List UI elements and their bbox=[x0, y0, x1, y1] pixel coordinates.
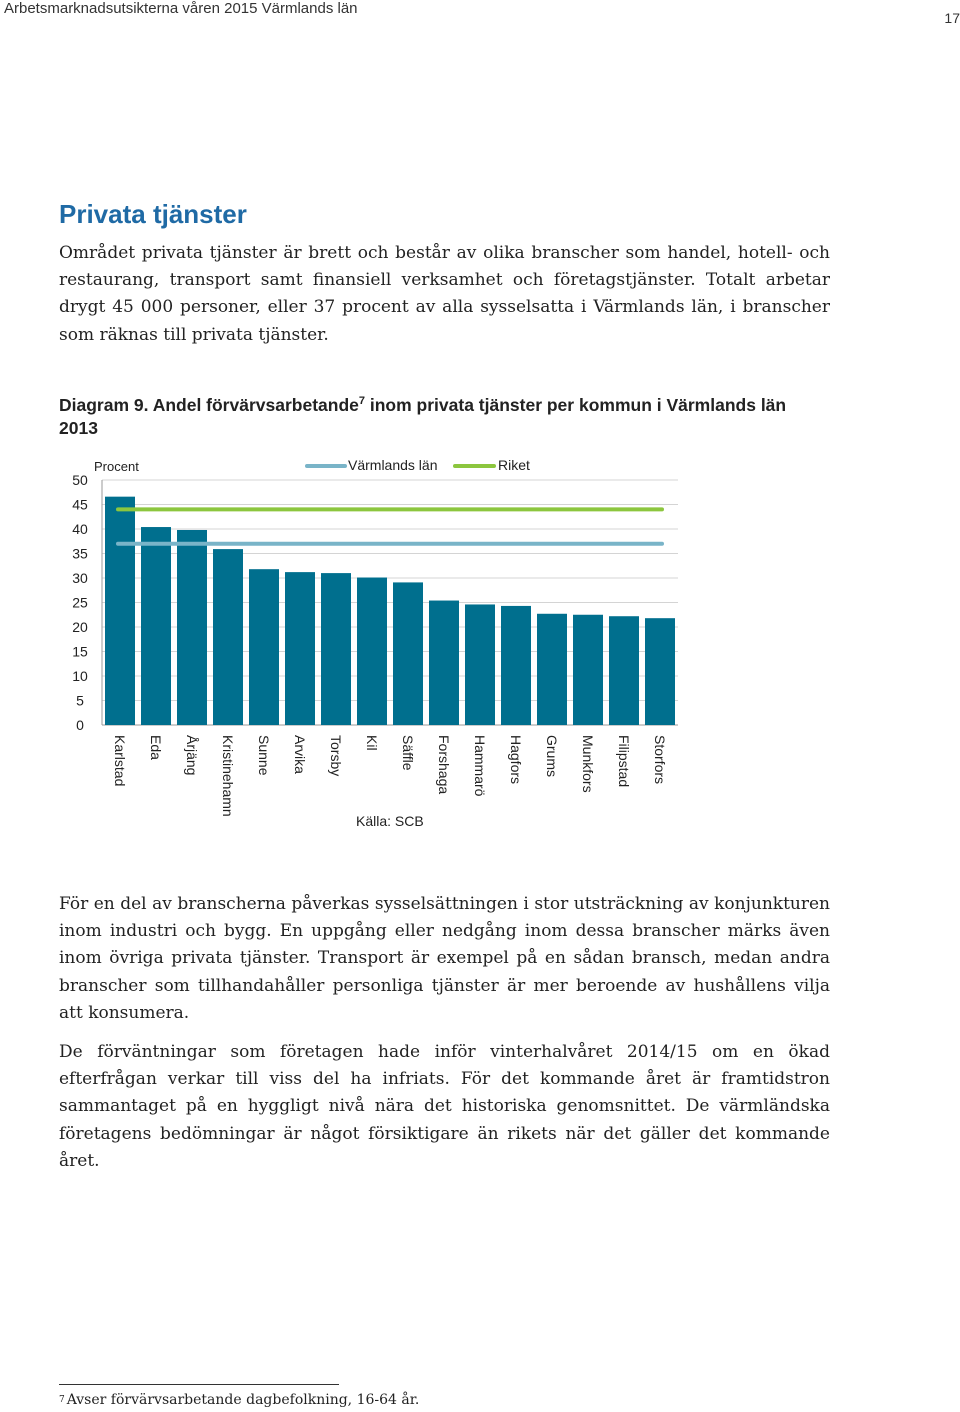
footnote bbox=[59, 1392, 419, 1408]
x-tick-label: Eda bbox=[148, 735, 164, 760]
page-number: 17 bbox=[944, 10, 960, 26]
y-tick-label: 0 bbox=[76, 717, 84, 733]
bar-hagfors bbox=[501, 606, 531, 725]
y-tick-label: 15 bbox=[72, 643, 88, 660]
legend-label-riket: Riket bbox=[498, 457, 530, 473]
x-tick-label: Kil bbox=[364, 735, 380, 751]
x-tick-label: Sunne bbox=[256, 735, 272, 776]
bar-säffle bbox=[393, 582, 423, 725]
bar-chart bbox=[0, 440, 720, 840]
body-paragraph-2: De förväntningar som företagen hade inför vinterhalvåret 2014/15 om en ökad efterfrågan verkar till viss del ha infriats. För det kommande året är framtidstron sammantaget på en hyggligt nivå nära det historiska genomsnittet. De värmländska företagens bedömningar är något försiktigare än rikets när det gäller det kommande året. bbox=[59, 1042, 830, 1171]
running-header: Arbetsmarknadsutsikterna våren 2015 Värmlands län bbox=[4, 0, 358, 17]
caption-prefix: Diagram 9. Andel förvärvsarbetande bbox=[59, 395, 359, 415]
x-tick-label: Arvika bbox=[292, 735, 308, 774]
x-tick-label: Årjäng bbox=[184, 735, 200, 776]
x-tick-label: Forshaga bbox=[436, 735, 452, 795]
x-tick-label: Grums bbox=[544, 735, 560, 777]
bar-storfors bbox=[645, 618, 675, 725]
x-tick-label: Filipstad bbox=[616, 735, 632, 788]
intro-paragraph: Området privata tjänster är brett och består av olika branscher som handel, hotell- och restaurang, transport samt finansiell verksamhet och företagstjänster. Totalt arbetar drygt 45 000 personer, eller 37 procent av alla sysselsatta i Värmlands län, i branscher som räknas till privata tjänster. bbox=[59, 243, 830, 345]
footnote-number: 7 bbox=[59, 1395, 65, 1405]
bar-filipstad bbox=[609, 616, 639, 725]
y-tick-label: 25 bbox=[72, 594, 88, 611]
y-tick-label: 5 bbox=[76, 692, 84, 709]
x-tick-label: Kristinehamn bbox=[220, 735, 236, 817]
y-tick-label: 50 bbox=[72, 472, 88, 488]
x-tick-label: Säffle bbox=[400, 735, 416, 771]
bar-sunne bbox=[249, 569, 279, 725]
bar-forshaga bbox=[429, 601, 459, 725]
bar-torsby bbox=[321, 573, 351, 725]
x-tick-label: Karlstad bbox=[112, 735, 128, 787]
y-tick-label: 40 bbox=[72, 521, 88, 537]
x-tick-label: Munkfors bbox=[580, 735, 596, 793]
footnote-reference: 7 bbox=[358, 395, 366, 408]
body-paragraph-1: För en del av branscherna påverkas sysselsättningen i stor utsträckning av konjunkturen inom industri och bygg. En uppgång eller nedgång inom dessa branscher märks även inom övriga privata tjänster. Transport är exempel på en sådan bransch, medan andra branscher som tillhandahåller personliga tjänster är mer beroende av hushållens vilja att konsumera. bbox=[59, 894, 830, 1023]
bar-karlstad bbox=[105, 497, 135, 725]
diagram-caption bbox=[59, 394, 819, 440]
bar-årjäng bbox=[177, 530, 207, 725]
x-tick-label: Storfors bbox=[652, 735, 668, 785]
y-tick-label: 35 bbox=[72, 545, 88, 562]
legend-label-varmlands-lan: Värmlands län bbox=[348, 457, 438, 473]
footnote-divider bbox=[59, 1384, 339, 1385]
x-tick-label: Torsby bbox=[328, 735, 344, 777]
bar-eda bbox=[141, 527, 171, 725]
y-tick-label: 10 bbox=[72, 668, 88, 684]
caption-suffix: inom privata tjänster per kommun i Värmlands län 2013 bbox=[59, 395, 787, 438]
bar-kristinehamn bbox=[213, 549, 243, 725]
bar-kil bbox=[357, 578, 387, 725]
x-tick-label: Hammarö bbox=[472, 735, 488, 797]
y-tick-label: 45 bbox=[72, 496, 88, 513]
y-tick-label: 20 bbox=[72, 619, 88, 635]
x-tick-label: Hagfors bbox=[508, 735, 524, 785]
bar-grums bbox=[537, 614, 567, 725]
y-tick-label: 30 bbox=[72, 570, 88, 586]
bar-arvika bbox=[285, 572, 315, 725]
bar-hammarö bbox=[465, 604, 495, 725]
y-axis-label: Procent bbox=[94, 459, 139, 474]
bar-munkfors bbox=[573, 615, 603, 725]
section-title: Privata tjänster bbox=[59, 199, 247, 229]
footnote-text: Avser förvärvsarbetande dagbefolkning, 16-64 år. bbox=[66, 1392, 420, 1408]
chart-source: Källa: SCB bbox=[356, 813, 424, 829]
